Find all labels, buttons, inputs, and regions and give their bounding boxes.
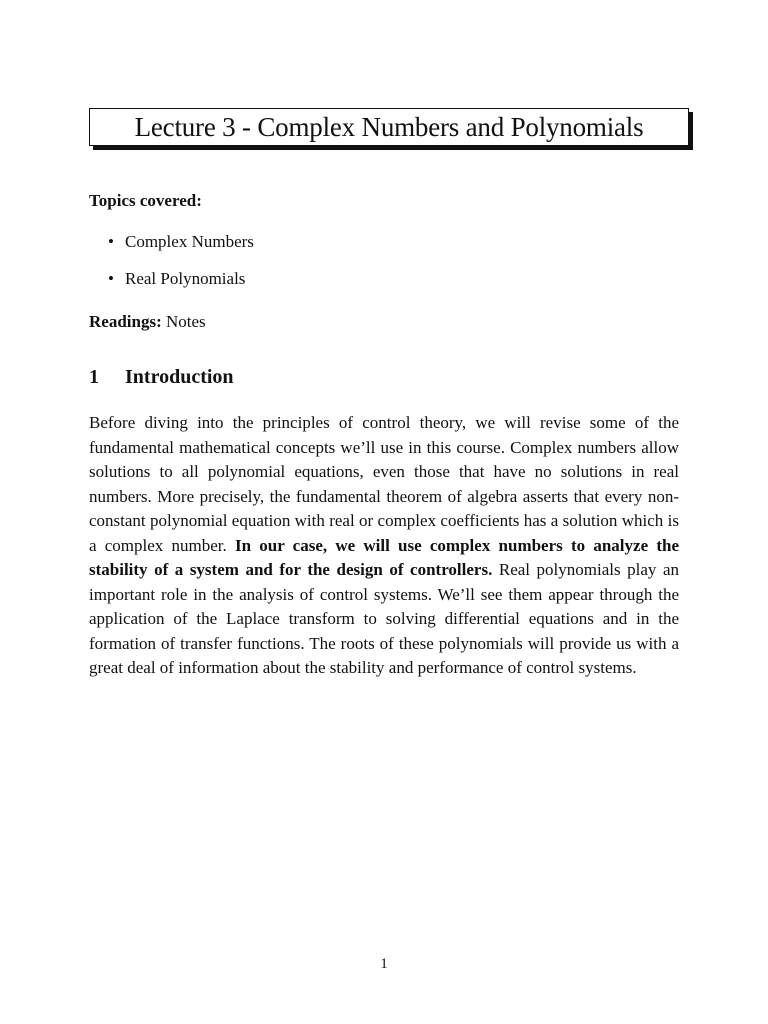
- intro-text-part1: Before diving into the principles of control theory, we will revise some of the fundamental mathematical concepts we’ll use in this course. Complex numbers allow solutions to all polynomial equations, even those that have no solutions in real numbers. More precisely, the fundamental theorem of algebra asserts that every non-constant polynomial equation with real or complex coefficients has a solution which is a complex number.: [89, 413, 679, 555]
- bullet-icon: •: [108, 269, 114, 288]
- topic-text: Real Polynomials: [125, 269, 246, 288]
- list-item: [108, 269, 254, 306]
- intro-paragraph: [89, 411, 679, 681]
- page-number: 1: [380, 956, 388, 972]
- section-number: 1: [89, 366, 99, 388]
- intro-text-part2: Real polynomials play an important role in the analysis of control systems. We’ll see them appear through the application of the Laplace transform to solving differential equations and in the formation of transfer functions. The roots of these polynomials will provide us with a great deal of information about the stability and performance of control systems.: [89, 560, 679, 677]
- list-item: [108, 232, 254, 269]
- readings-line: [89, 312, 206, 332]
- topic-text: Complex Numbers: [125, 232, 254, 251]
- topic-list: [108, 232, 254, 306]
- bullet-icon: •: [108, 232, 114, 251]
- lecture-title: Lecture 3 - Complex Numbers and Polynomials: [134, 111, 644, 142]
- topics-label: Topics covered:: [89, 191, 202, 210]
- readings-label: Readings:: [89, 312, 162, 331]
- section-heading: [89, 366, 234, 389]
- readings-value: Notes: [165, 312, 206, 331]
- lecture-title-box: [89, 108, 689, 146]
- intro-bold-text: In our case, we will use complex numbers to analyze the stability of a system and for the design of controllers.: [89, 535, 680, 579]
- section-title: Introduction: [125, 366, 234, 388]
